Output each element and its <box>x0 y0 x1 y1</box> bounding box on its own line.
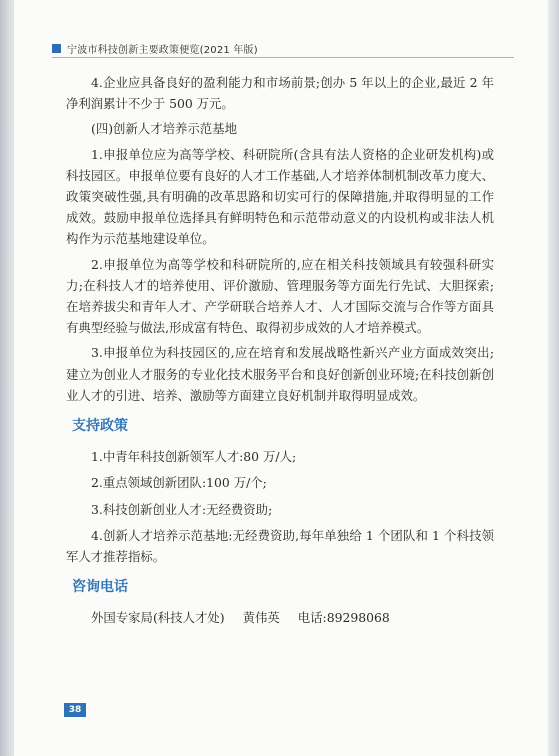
paragraph-base-requirement-1: 1.申报单位应为高等学校、科研院所(含具有法人资格的企业研发机构)或科技园区。申报单位要有良好的人才工作基础,人才培养体制机制改革力度大、政策突破性强,具有明确的改革思路和切实可行的保障措施,并取得明显的工作成效。鼓励申报单位选择具有鲜明特色和示范带动意义的内设机构或非法人机构作为示范基地建设单位。 <box>66 146 494 247</box>
policy-item: 4.创新人才培养示范基地:无经费资助,每年单独给 1 个团队和 1 个科技领军人才推荐指标。 <box>66 527 494 565</box>
paragraph-base-requirement-3: 3.申报单位为科技园区的,应在培育和发展战略性新兴产业方面成效突出;建立为创业人才服务的专业化技术服务平台和良好创新创业环境;在科技创新创业人才的引进、培养、激励等方面建立良好机制并取得明显成效。 <box>66 345 494 403</box>
header-square-icon <box>52 44 61 53</box>
paragraph-requirement-4: 4.企业应具备良好的盈利能力和市场前景;创办 5 年以上的企业,最近 2 年净利润累计不少于 500 万元。 <box>66 75 494 112</box>
header-title: 宁波市科技创新主要政策便览(2021 年版) <box>67 44 258 56</box>
contact-person: 黄伟英 <box>242 610 280 626</box>
page-number-badge: 38 <box>64 703 86 717</box>
page-body <box>66 72 494 629</box>
paragraph-base-requirement-2: 2.申报单位为高等学校和科研院所的,应在相关科技领域具有较强科研实力;在科技人才的培养使用、评价激励、管理服务等方面先行先试、大胆探索;在培养拔尖和青年人才、产学研联合培养人才、人才国际交流与合作等方面具有典型经验与做法,形成富有特色、取得初步成效的人才培养模式。 <box>66 256 494 336</box>
contact-row <box>66 607 494 628</box>
support-policy-heading: 支持政策 <box>72 418 128 435</box>
support-policy-list <box>66 446 494 567</box>
page-edge <box>548 0 559 756</box>
running-header <box>52 41 258 55</box>
policy-item: 3.科技创新创业人才:无经费资助; <box>91 501 273 517</box>
page-spine-shadow <box>0 0 14 756</box>
section-title-innovation-base: (四)创新人才培养示范基地 <box>91 121 237 137</box>
contact-heading: 咨询电话 <box>72 579 128 596</box>
policy-item: 2.重点领域创新团队:100 万/个; <box>91 475 267 491</box>
contact-department: 外国专家局(科技人才处) <box>91 610 225 626</box>
policy-item: 1.中青年科技创新领军人才:80 万/人; <box>91 449 297 465</box>
header-divider <box>52 57 514 58</box>
contact-phone: 电话:89298068 <box>297 610 390 626</box>
